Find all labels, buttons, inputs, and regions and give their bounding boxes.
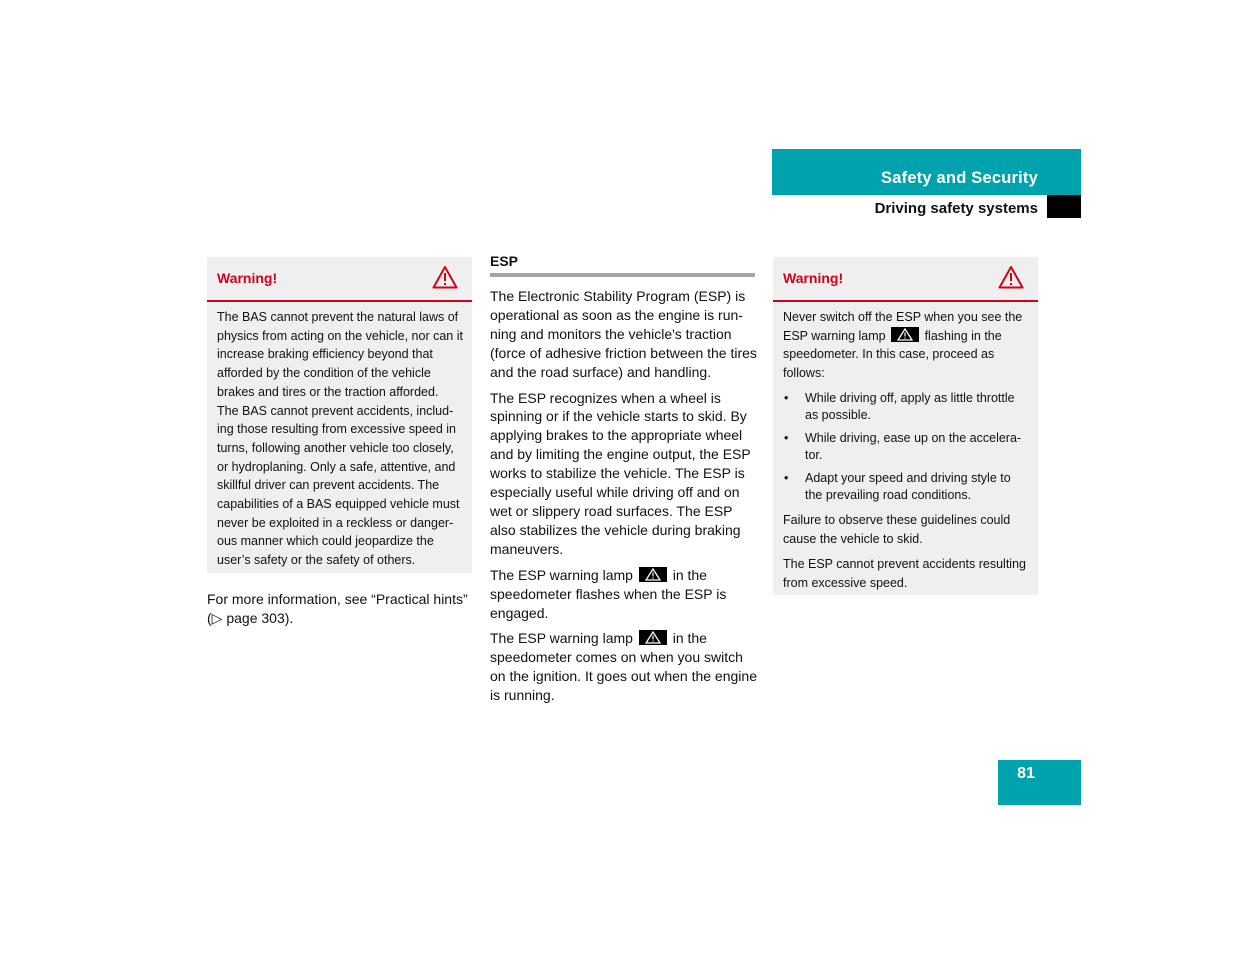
page-number: 81 [1017,765,1035,782]
warning-header [773,257,1038,302]
page-ref-link[interactable]: page 303). [222,609,294,626]
esp-warning-lamp-icon [639,630,667,645]
esp-paragraph-2: The ESP recognizes when a wheel is spinning or if the vehicle starts to skid. By applying brakes to the appropriate wheel and by limiting the engine output, the ESP works to stabilize the vehicle. The ESP is especially useful while driving off and on wet or slippery road surfaces. The ESP also stabilizes the vehicle during braking maneuvers. [490,389,751,557]
page-number-box [998,760,1081,805]
list-item: • Adapt your speed and driving style to the prevailing road conditions. [783,470,1029,504]
esp-warning-lamp-icon [639,567,667,582]
warning-paragraph-3: The ESP cannot prevent accidents resulting from excessive speed. [783,557,1026,590]
warning-title: Warning! [217,270,278,286]
warning-triangle-icon [432,265,458,289]
esp-paragraph-3: The ESP warning lamp in the speedometer flashes when the ESP is engaged. [490,566,727,621]
list-item: • While driving, ease up on the accelera-tor. [783,430,1029,464]
section-title: Safety and Security [881,169,1038,187]
warning-header [207,257,472,302]
subsection-title: Driving safety systems [874,200,1038,217]
esp-heading: ESP [490,253,755,277]
list-item: • While driving off, apply as little throttle as possible. [783,390,1029,424]
esp-paragraph-1: The Electronic Stability Program (ESP) is operational as soon as the engine is run-ning and monitors the vehicle's traction (force of adhesive friction between the tires and the road surface) and handling. [490,288,757,380]
esp-warning-lamp-icon [891,327,919,342]
warning-intro: Never switch off the ESP when you see the ESP warning lamp flashing in the speedometer. In this case, proceed as follows: [783,310,1023,381]
warning-paragraph-2: Failure to observe these guidelines could cause the vehicle to skid. [783,512,1011,546]
more-info-paragraph [207,590,477,628]
esp-paragraph-4: The ESP warning lamp in the speedometer comes on when you switch on the ignition. It goes out when the engine is running. [490,630,757,704]
warning-text: The BAS cannot prevent the natural laws of physics from acting on the vehicle, nor can it increase braking efficiency beyond that afforded by the condition of the vehicle brakes and tires or the traction afforded. The BAS cannot prevent accidents, includ-ing those resulting from excessive speed in turns, following another vehicle too closely, or hydroplaning. Only a safe, attentive, and skillful driver can prevent accidents. The capabilities of a BAS equipped vehicle must never be exploited in a reckless or danger-ous manner which could jeopardize the user’s safety or the safety of others. [217,310,463,568]
esp-body [490,287,757,712]
warning-triangle-icon [998,265,1024,289]
section-tab-marker [1047,195,1081,218]
more-info-text: For more information, see “Practical hints” ( [207,591,468,626]
warning-bullet-list [783,390,1029,504]
page-ref-arrow-icon: ▷ [211,609,223,626]
bas-warning-box [207,257,472,573]
esp-warning-box [773,257,1038,595]
warning-title: Warning! [783,270,844,286]
section-header [772,149,1081,195]
